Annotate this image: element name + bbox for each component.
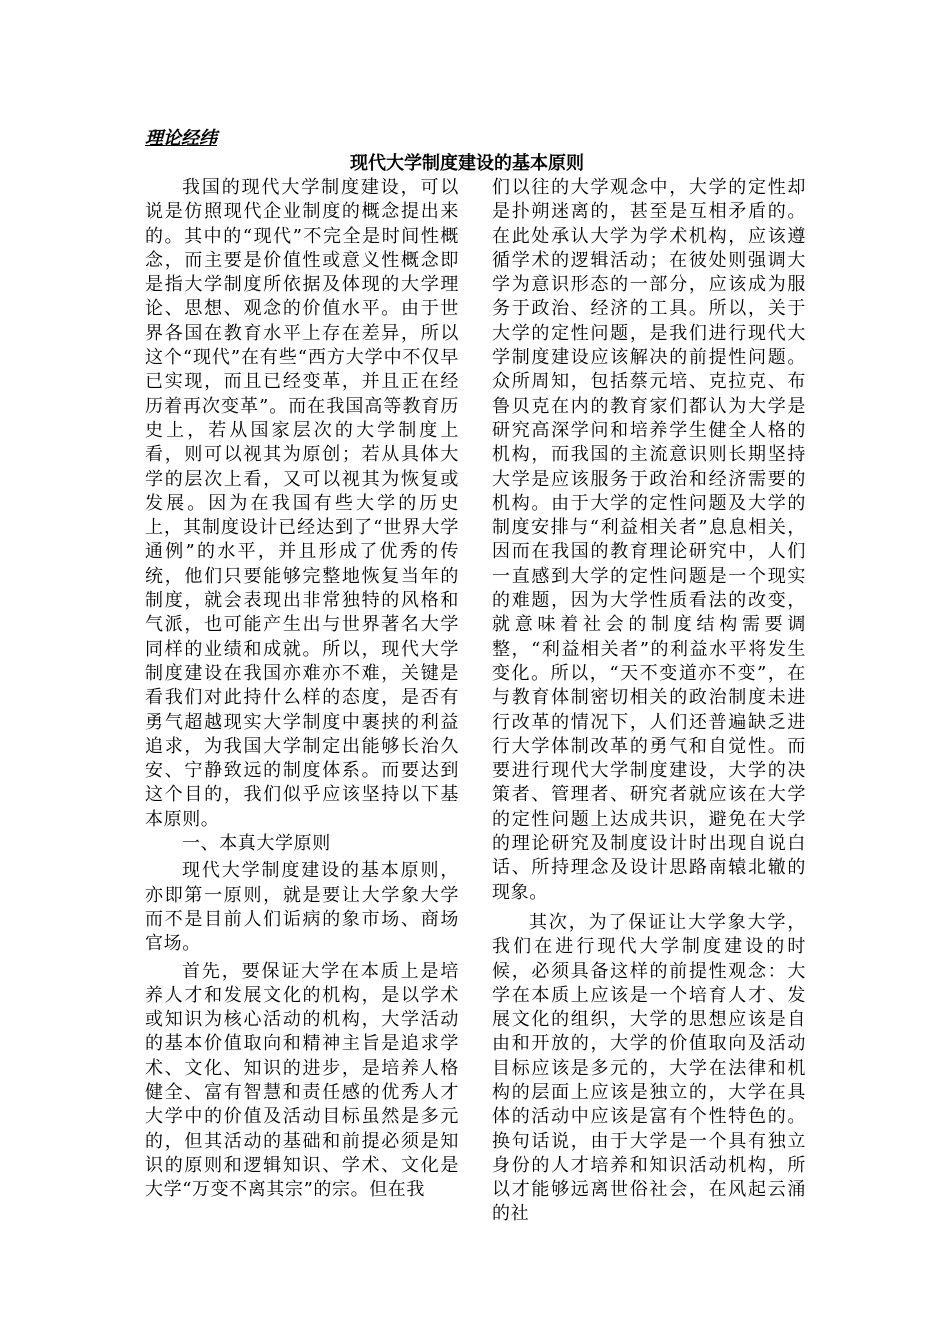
paragraph: 们以往的大学观念中，大学的定性却是扑朔迷离的，甚至是互相矛盾的。在此处承认大学为学术机构，应该遵循学术的逻辑活动；在彼处则强调大学为意识形态的一部分，应该成为服务于政治、经济的工具。所以，关于大学的定性问题，是我们进行现代大学制度建设应该解决的前提性问题。众所周知，包括蔡元培、克拉克、布鲁贝克在内的教育家们都认为大学是研究高深学问和培养学生健全人格的机构，而我国的主流意识则长期坚持大学是应该服务于政治和经济需要的机构。由于大学的定性问题及大学的制度安排与“利益相关者”息息相关，因而在我国的教育理论研究中，人们一直感到大学的定性问题是一个现实的难题，因为大学性质看法的改变，就意味着社会的制度结构需要调整，“利益相关者”的利益水平将发生变化。所以，“天不变道亦不变”，在与教育体制密切相关的政治制度未进行改革的情况下，人们还普遍缺乏进行大学体制改革的勇气和自觉性。而要进行现代大学制度建设，大学的决策者、管理者、研究者就应该在大学的定性问题上达成共识，避免在大学的理论研究及制度设计时出现自说白话、所持理念及设计思路南辕北辙的现象。	[492, 177, 806, 903]
left-column	[145, 176, 459, 1202]
paragraph: 我国的现代大学制度建设，可以说是仿照现代企业制度的概念提出来的。其中的“现代”不完全是时间性概念，而主要是价值性或意义性概念即是指大学制度所依据及体现的大学理论、思想、观念的价值水平。由于世界各国在教育水平上存在差异，所以这个“现代”在有些“西方大学中不仅早已实现，而且已经变革，并且正在经历着再次变革”。而在我国高等教育历史上，若从国家层次的大学制度上看，则可以视其为原创；若从具体大学的层次上看，又可以视其为恢复或发展。因为在我国有些大学的历史上，其制度设计已经达到了“世界大学通例”的水平，并且形成了优秀的传统，他们只要能够完整地恢复当年的制度，就会表现出非常独特的风格和气派，也可能产生出与世界著名大学同样的业绩和成就。所以，现代大学制度建设在我国亦难亦不难，关键是看我们对此持什么样的态度，是否有勇气超越现实大学制度中裹挟的利益追求，为我国大学制定出能够长治久安、宁静致远的制度体系。而要达到这个目的，我们似乎应该坚持以下基本原则。	[145, 177, 459, 830]
article-title: 现代大学制度建设的基本原则	[350, 153, 584, 174]
paragraph: 现代大学制度建设的基本原则，亦即第一原则，就是要让大学象大学而不是目前人们诟病的象市场、商场官场。	[145, 860, 459, 955]
section-label: 理论经纬	[145, 128, 217, 149]
paragraph: 首先，要保证大学在本质上是培养人才和发展文化的机构，是以学术或知识为核心活动的机构，大学活动的基本价值取向和精神主旨是追求学术、文化、知识的进步，是培养人格健全、富有智慧和责任感的优秀人才大学中的价值及活动目标虽然是多元的，但其活动的基础和前提必须是知识的原则和逻辑知识、学术、文化是大学“万变不离其宗”的宗。但在我	[145, 960, 459, 1201]
right-column	[492, 176, 806, 1227]
paragraph: 其次，为了保证让大学象大学，我们在进行现代大学制度建设的时候，必须具备这样的前提性观念：大学在本质上应该是一个培育人才、发展文化的组织，大学的思想应该是自由和开放的，大学的价值取向及活动目标应该是多元的，大学在法律和机构的层面上应该是独立的，大学在具体的活动中应该是富有个性特色的。换句话说，由于大学是一个具有独立身份的人才培养和知识活动机构，所以才能够远离世俗社会，在风起云涌的社	[492, 911, 806, 1225]
section-heading: 一、本真大学原则	[182, 833, 331, 855]
